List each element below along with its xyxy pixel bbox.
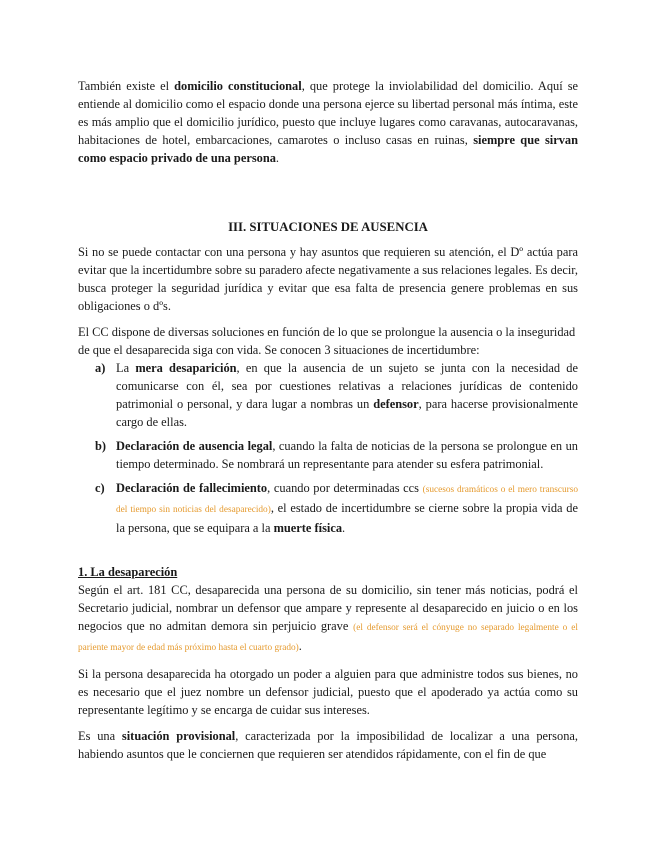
text-run: , el estado de incertidumbre se cierne sobre la propia vida de la persona, que se equipara a la xyxy=(116,501,578,535)
text-run: , en que la ausencia de un sujeto se junta con la necesidad de comunicarse con él, sea por cuestiones relativas a relaciones jurídicas de contenido patrimonial o personal, y dara lugar a nombras un xyxy=(116,361,578,411)
bold-term: situación provisional xyxy=(121,729,236,743)
list-item xyxy=(78,479,578,537)
text-run: . xyxy=(298,639,302,653)
document-page xyxy=(78,77,578,763)
text-run: La xyxy=(116,361,136,375)
bold-term: Declaración de fallecimiento xyxy=(116,481,268,495)
text-run: . xyxy=(275,151,280,165)
list-item-text xyxy=(116,437,578,473)
text-run: , que protege la inviolabilidad del domicilio. Aquí se entiende al domicilio como el espacio donde una persona ejerce su libertad personal más íntima, este es más amplio que el domicilio jurídico, puesto que incluye lugares como caravanas, autocaravanas, habitaciones de hotel, embarcaciones, camarotes o incluso casas en ruinas, xyxy=(78,79,579,147)
note-text: (sucesos dramáticos o el mero transcurso del tiempo sin noticias del desaparecido) xyxy=(116,485,578,515)
bold-phrase: siempre que sirvan como espacio privado de una persona xyxy=(78,133,578,165)
situations-list xyxy=(78,359,578,537)
bold-term: Declaración de ausencia legal xyxy=(116,439,273,453)
note-text: (el defensor será el cónyuge no separado legalmente o el pariente mayor de edad más próximo hasta el cuarto grado) xyxy=(78,623,578,653)
text-run: Según el art. 181 CC, desaparecida una persona de su domicilio, sin tener más noticias, podrá el Secretario judicial, nombrar un defensor que ampare y represente al desaparecido en juicio o en los negocios que no admitan demora sin perjuicio grave xyxy=(78,583,578,633)
text-run: , cuando por determinadas ccs xyxy=(267,481,423,495)
bold-term: mera desaparición xyxy=(135,361,237,375)
list-marker: c) xyxy=(95,481,105,495)
paragraph-soluciones: El CC dispone de diversas soluciones en función de lo que se prolongue la ausencia o la inseguridad de que el desaparecida siga con vida. Se conocen 3 situaciones de incertidumbre: xyxy=(78,325,576,357)
list-item-text xyxy=(116,359,578,431)
bold-term: muerte física xyxy=(273,521,343,535)
list-item xyxy=(78,437,578,473)
list-marker: a) xyxy=(95,361,106,375)
list-item xyxy=(78,359,578,431)
paragraph-art-181 xyxy=(78,581,578,657)
text-run: Es una xyxy=(78,729,122,743)
section-title: III. SITUACIONES DE AUSENCIA xyxy=(228,220,428,234)
list-item-text xyxy=(116,479,578,537)
paragraph-situacion-provisional xyxy=(78,727,578,763)
bold-term: domicilio constitucional xyxy=(174,79,302,93)
paragraph-apoderado: Si la persona desaparecida ha otorgado un poder a alguien para que administre todos sus bienes, no es necesario que el juez nombre un defensor judicial, puesto que el apoderado ya actúa como su representante legítimo y se encarga de cuidar sus intereses. xyxy=(78,667,578,717)
text-run: , cuando la falta de noticias de la persona se prolongue en un tiempo determinado. Se nombrará un representante para atender su esfera patrimonial. xyxy=(116,439,578,471)
text-run: , para hacerse provisionalmente cargo de ellas. xyxy=(116,397,578,429)
text-run: También existe el xyxy=(78,79,175,93)
subsection-title: 1. La desapareción xyxy=(78,565,178,579)
paragraph-intro-ausencia: Si no se puede contactar con una persona y hay asuntos que requieren su atención, el Dº actúa para evitar que la incertidumbre sobre su paradero afecte negativamente a sus relaciones legales. Es decir, busca proteger la seguridad jurídica y evitar que esa falta de presencia genere problemas en sus obligaciones o dºs. xyxy=(78,245,578,313)
bold-term: defensor xyxy=(373,397,419,411)
list-marker: b) xyxy=(95,439,107,453)
paragraph-domicilio-constitucional xyxy=(78,77,578,167)
text-run: , caracterizada por la imposibilidad de localizar a una persona, habiendo asuntos que le conciernen que requieren ser atendidos rápidamente, con el fin de que xyxy=(78,729,578,761)
text-run: . xyxy=(342,521,346,535)
